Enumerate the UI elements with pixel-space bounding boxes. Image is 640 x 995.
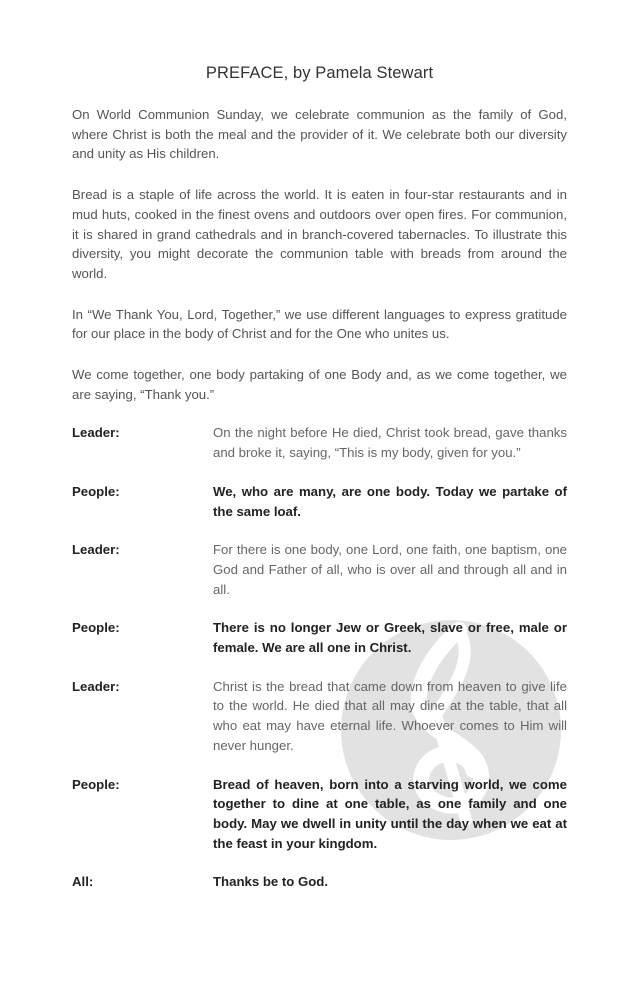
litany-text: Christ is the bread that came down from heaven to give life to the world. He died that all may dine at the table, that all who eat may have eternal life. Whoever comes to Him will never hunger. bbox=[213, 678, 567, 753]
litany-text: On the night before He died, Christ took bread, gave thanks and broke it, saying, “This is my body, given for you.” bbox=[213, 425, 567, 461]
litany-row-leader bbox=[72, 677, 567, 756]
litany-row-all bbox=[72, 872, 567, 892]
paragraph: We come together, one body partaking of one Body and, as we come together, we are saying, “Thank you.” bbox=[72, 367, 567, 402]
litany-row-leader bbox=[72, 540, 567, 599]
speaker-label: Leader: bbox=[72, 678, 120, 694]
speaker-label: All: bbox=[72, 874, 94, 890]
speaker-label: People: bbox=[72, 620, 120, 636]
litany-row-people bbox=[72, 482, 567, 521]
litany-row-people bbox=[72, 618, 567, 657]
litany-text: We, who are many, are one body. Today we partake of the same loaf. bbox=[213, 483, 567, 519]
document-page bbox=[72, 64, 567, 911]
litany-text: There is no longer Jew or Greek, slave or free, male or female. We are all one in Christ. bbox=[213, 620, 567, 656]
paragraph: On World Communion Sunday, we celebrate communion as the family of God, where Christ is both the meal and the provider of it. We celebrate both our diversity and unity as His children. bbox=[72, 107, 567, 162]
litany-text: Thanks be to God. bbox=[213, 874, 329, 890]
speaker-label: People: bbox=[72, 483, 120, 499]
litany-text: Bread of heaven, born into a starving world, we come together to dine at one table, as one family and one body. May we dwell in unity until the day when we eat at the feast in your kingdom. bbox=[213, 776, 567, 851]
speaker-label: Leader: bbox=[72, 425, 120, 441]
litany-row-people bbox=[72, 775, 567, 854]
speaker-label: People: bbox=[72, 776, 120, 792]
speaker-label: Leader: bbox=[72, 542, 120, 558]
litany-row-leader bbox=[72, 423, 567, 462]
litany-text: For there is one body, one Lord, one faith, one baptism, one God and Father of all, who is over all and through all and in all. bbox=[213, 542, 567, 597]
paragraph: Bread is a staple of life across the world. It is eaten in four-star restaurants and in mud huts, cooked in the finest ovens and outdoors over open fires. For communion, it is shared in grand cathedrals and in branch-covered tabernacles. To illustrate this diversity, you might decorate the communion table with breads from around the world. bbox=[72, 187, 567, 281]
page-title: PREFACE, by Pamela Stewart bbox=[205, 64, 434, 82]
paragraph: In “We Thank You, Lord, Together,” we use different languages to express gratitude for our place in the body of Christ and for the One who unites us. bbox=[72, 306, 567, 342]
